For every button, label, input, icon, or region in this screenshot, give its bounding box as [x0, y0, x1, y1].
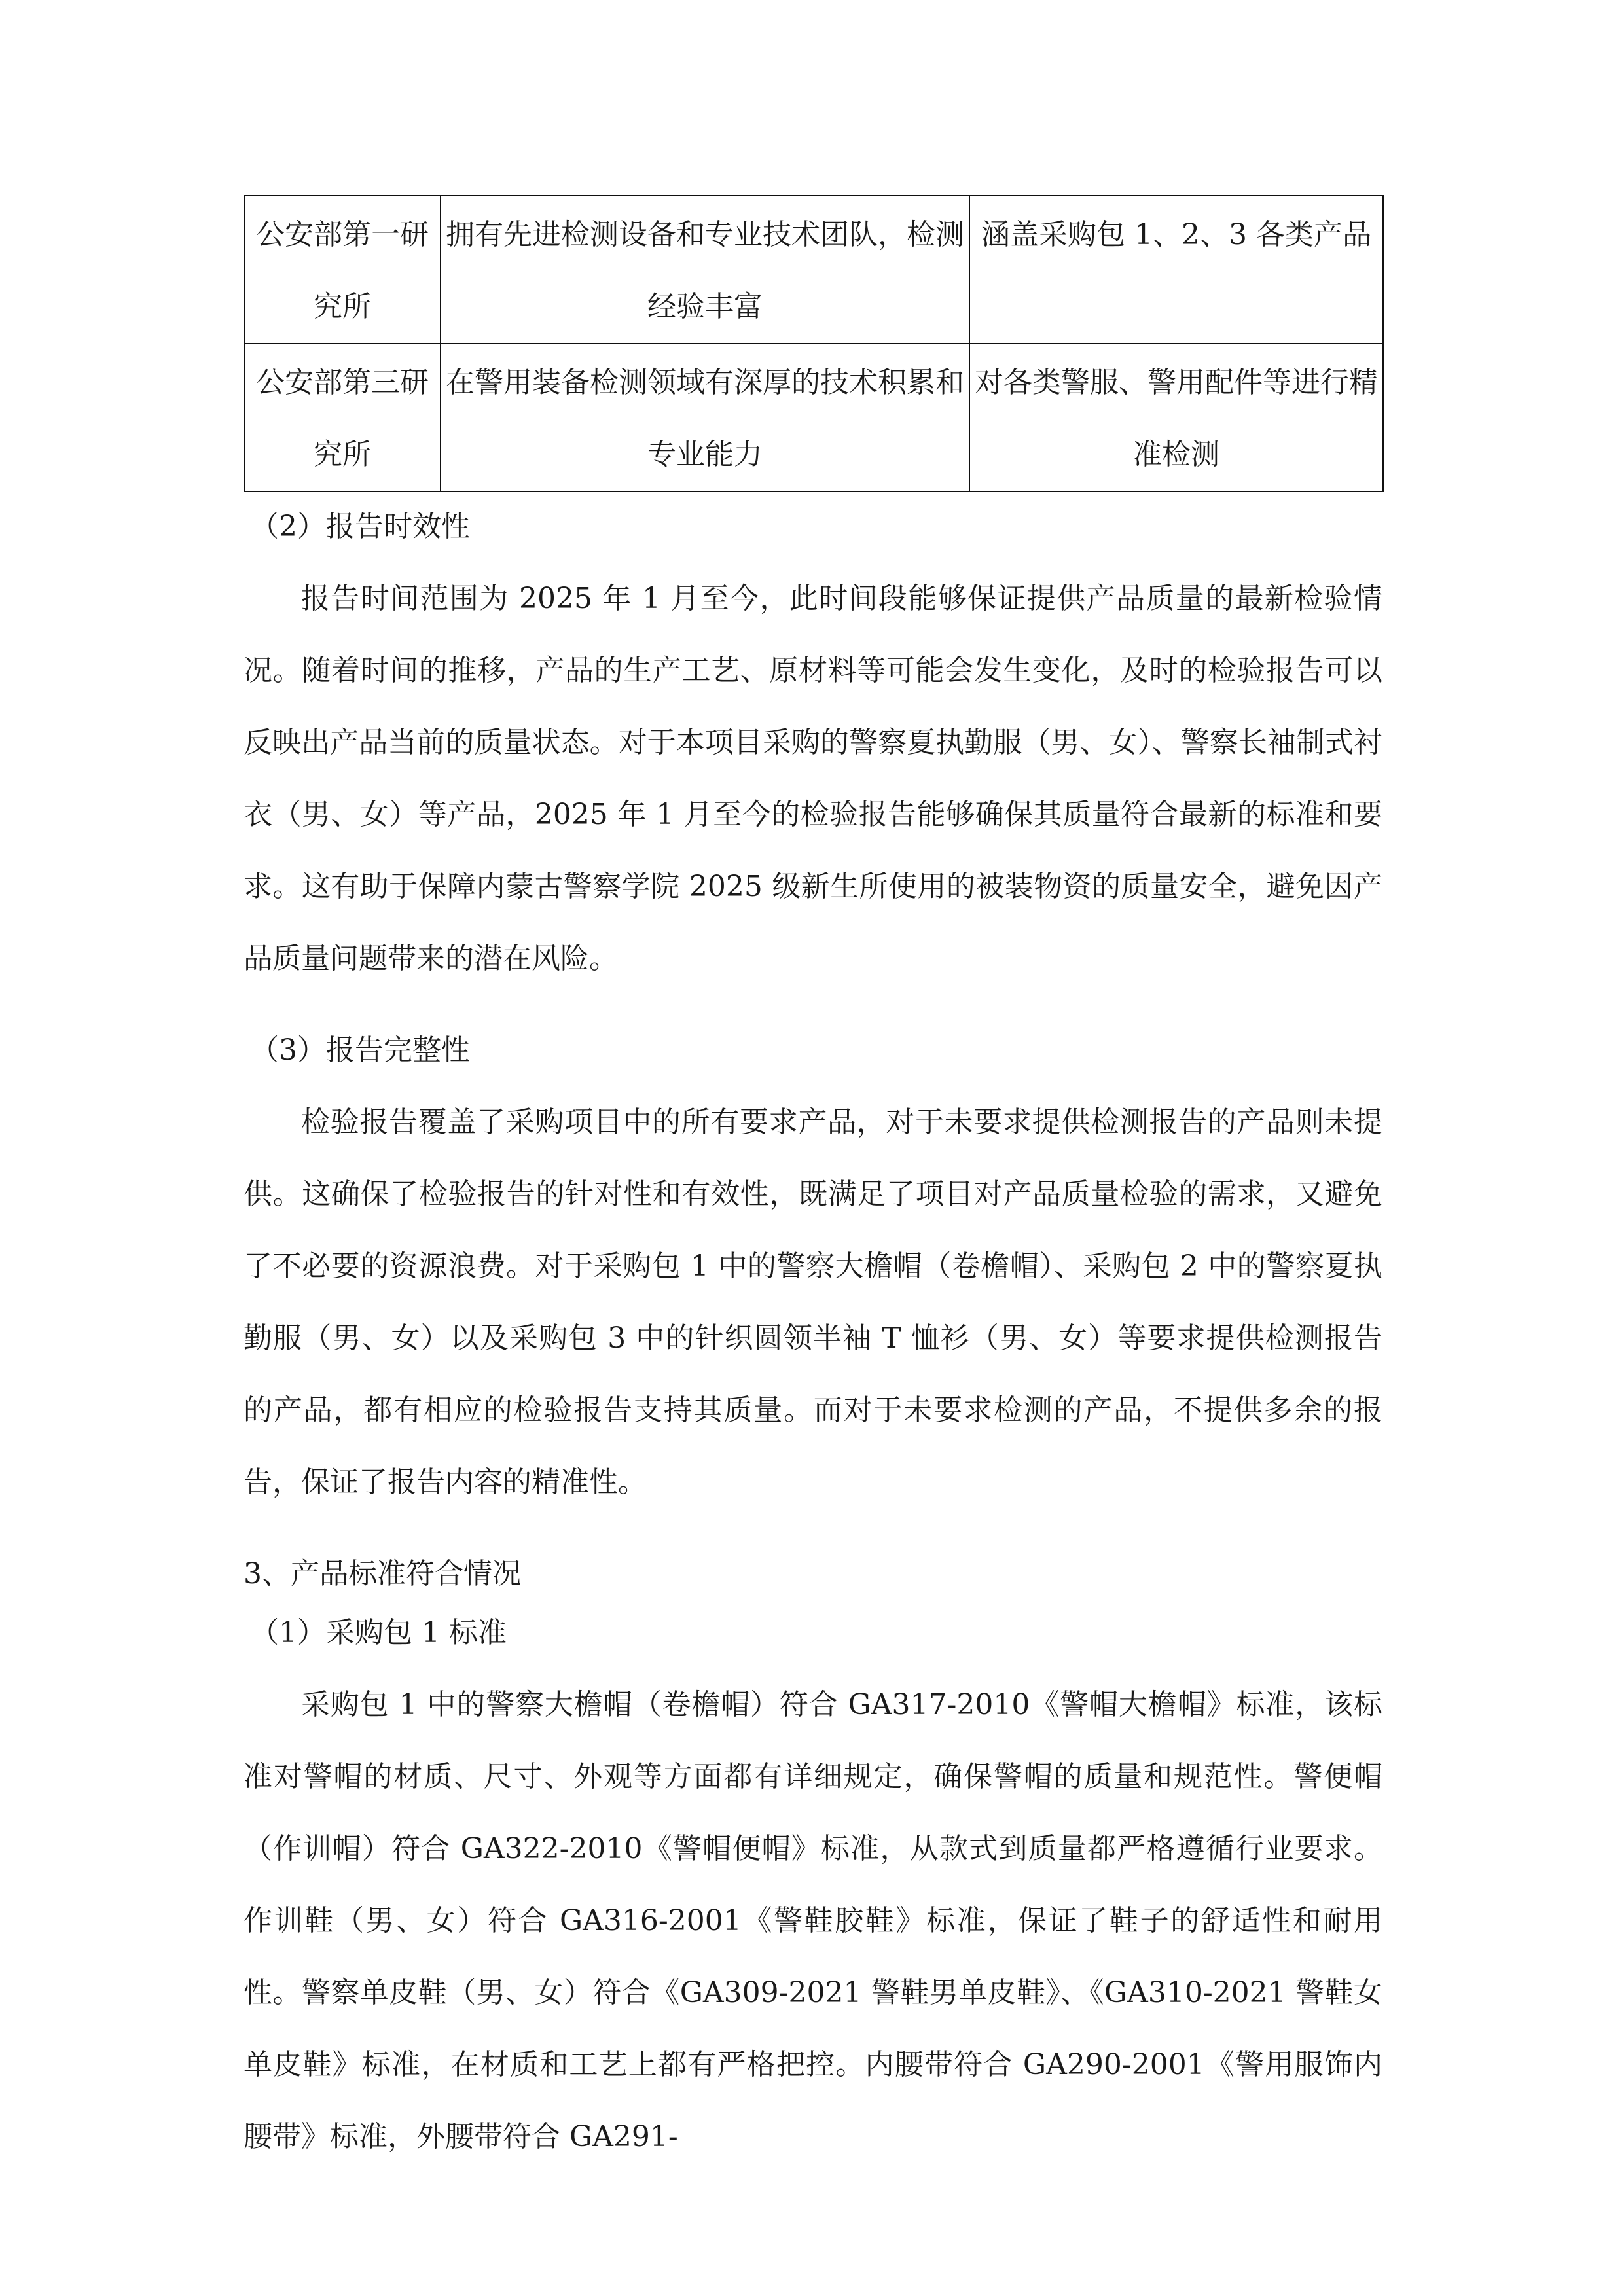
- sub-heading-package-1: （1）采购包 1 标准: [250, 1616, 507, 1649]
- paragraph-completeness: 检验报告覆盖了采购项目中的所有要求产品，对于未要求提供检测报告的产品则未提供。这确保了检验报告的针对性和有效性，既满足了项目对产品质量检验的需求，又避免了不必要的资源浪费。对于采购包 1 中的警察大檐帽（卷檐帽）、采购包 2 中的警察夏执勤服（男、女）以及采购包 3 中的针织圆领半袖 T 恤衫（男、女）等要求提供检测报告的产品，都有相应的检验报告支持其质量。而对于未要求检测的产品，不提供多余的报告，保证了报告内容的精准性。: [244, 1105, 1382, 1499]
- table-cell-strength: 拥有先进检测设备和专业技术团队，检测经验丰富: [441, 196, 969, 344]
- table-cell-scope: 对各类警服、警用配件等进行精准检测: [969, 344, 1383, 492]
- table-cell-strength: 在警用装备检测领域有深厚的技术积累和专业能力: [441, 344, 969, 492]
- table-row: [244, 344, 1383, 492]
- section-heading-standards: 3、产品标准符合情况: [244, 1557, 521, 1590]
- table-cell-scope: 涵盖采购包 1、2、3 各类产品: [969, 196, 1383, 344]
- paragraph-timeliness: 报告时间范围为 2025 年 1 月至今，此时间段能够保证提供产品质量的最新检验情况。随着时间的推移，产品的生产工艺、原材料等可能会发生变化，及时的检验报告可以反映出产品当前的质量状态。对于本项目采购的警察夏执勤服（男、女）、警察长袖制式衬衣（男、女）等产品，2025 年 1 月至今的检验报告能够确保其质量符合最新的标准和要求。这有助于保障内蒙古警察学院 2025 级新生所使用的被装物资的质量安全，避免因产品质量问题带来的潜在风险。: [244, 582, 1382, 975]
- table-cell-org: 公安部第一研究所: [244, 196, 441, 344]
- section-completeness: [244, 1014, 1382, 1518]
- paragraph-package-1-standards: 采购包 1 中的警察大檐帽（卷檐帽）符合 GA317-2010《警帽大檐帽》标准，该标准对警帽的材质、尺寸、外观等方面都有详细规定，确保警帽的质量和规范性。警便帽（作训帽）符合 GA322-2010《警帽便帽》标准，从款式到质量都严格遵循行业要求。作训鞋（男、女）符合 GA316-2001《警鞋胶鞋》标准，保证了鞋子的舒适性和耐用性。警察单皮鞋（男、女）符合《GA309-2021 警鞋男单皮鞋》、《GA310-2021 警鞋女单皮鞋》标准，在材质和工艺上都有严格把控。内腰带符合 GA290-2001《警用服饰内腰带》标准，外腰带符合 GA291-: [244, 1688, 1382, 2153]
- section-heading-timeliness: （2）报告时效性: [250, 510, 470, 543]
- table-row: [244, 196, 1383, 344]
- table-cell-org: 公安部第三研究所: [244, 344, 441, 492]
- testing-institutions-table: [244, 195, 1384, 492]
- section-heading-completeness: （3）报告完整性: [250, 1033, 470, 1067]
- section-timeliness: [244, 491, 1382, 995]
- section-standards: [244, 1538, 1382, 2173]
